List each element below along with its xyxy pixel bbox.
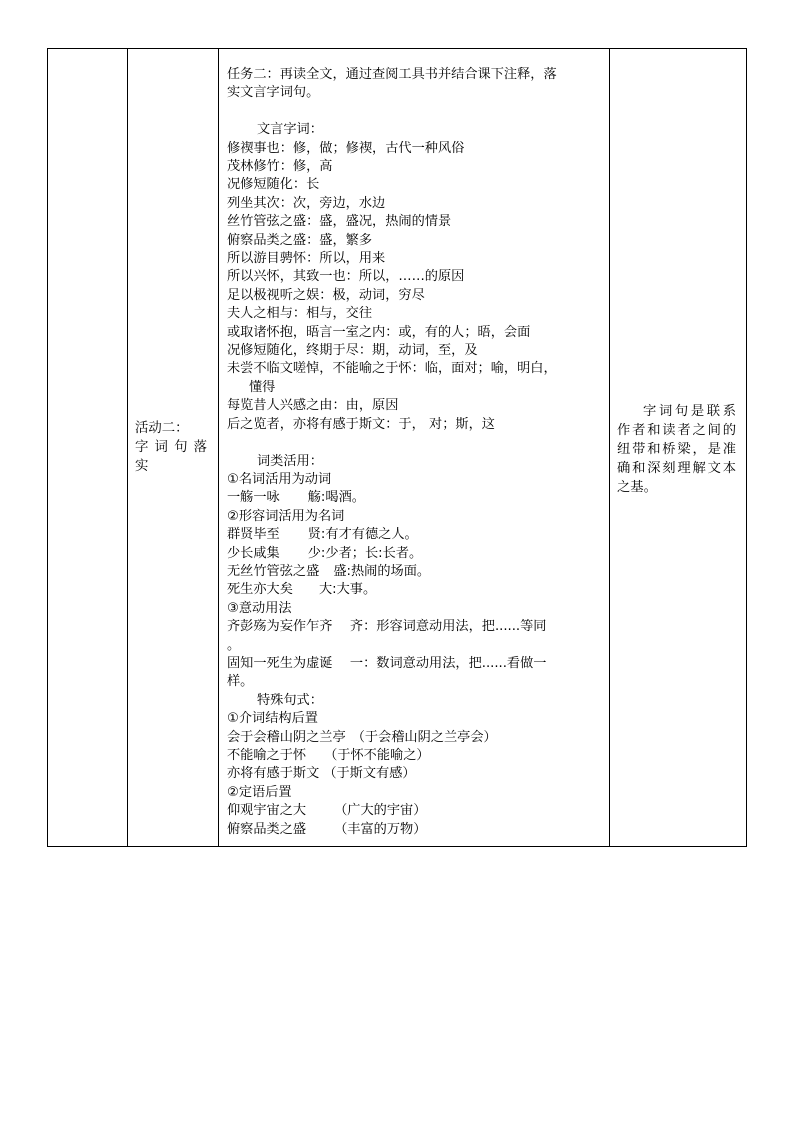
syntax-example: 俯察品类之盛 （丰富的万物） <box>227 821 427 837</box>
wordclass-heading: 词类活用： <box>257 453 323 469</box>
wordclass-example-continuation: 样。 <box>227 674 254 690</box>
wordclass-subheading: ②形容词活用为名词 <box>227 508 345 524</box>
vocab-item: 丝竹管弦之盛：盛，盛况，热闹的情景 <box>227 214 452 230</box>
vocab-item: 俯察品类之盛：盛，繁多 <box>227 232 373 248</box>
activity-body: 字词句落实 <box>135 440 210 474</box>
wordclass-subheading: ①名词活用为动词 <box>227 471 332 487</box>
vocab-item: 足以极视听之娱：极，动词，穷尽 <box>227 287 425 303</box>
vocab-item: 或取诸怀抱，晤言一室之内：或，有的人；晤，会面 <box>227 324 531 340</box>
vocab-item: 后之览者，亦将有感于斯文：于， 对；斯，这 <box>227 416 495 432</box>
wordclass-example: 群贤毕至 贤:有才有德之人。 <box>227 527 418 543</box>
vocab-item: 每览昔人兴感之由：由，原因 <box>227 398 399 414</box>
vocab-item: 茂林修竹：修，高 <box>227 159 333 175</box>
design-intent-note: 字词句是联系作者和读者之间的纽带和桥梁，是准确和深刻理解文本之基。 <box>617 404 736 495</box>
activity-cell <box>128 49 219 847</box>
table-row <box>48 49 747 847</box>
vocab-item: 况修短随化，终期于尽：期，动词，至，及 <box>227 343 478 359</box>
task-line-1: 任务二：再读全文，通过查阅工具书并结合课下注释，落 <box>227 67 557 82</box>
vocab-heading: 文言字词： <box>257 122 323 138</box>
syntax-example: 不能喻之于怀 （于怀不能喻之） <box>227 748 430 763</box>
vocab-item: 所以游目骋怀：所以，用来 <box>227 251 386 267</box>
syntax-example: 会于会稽山阴之兰亭 （于会稽山阴之兰亭会） <box>227 729 497 745</box>
vocab-item: 况修短随化：长 <box>227 177 320 193</box>
syntax-example: 亦将有感于斯文 （于斯文有感） <box>227 766 416 782</box>
syntax-heading: 特殊句式： <box>257 692 323 708</box>
vocab-item: 修禊事也：修，做；修禊，古代一种风俗 <box>227 140 465 156</box>
blank-cell <box>48 49 128 847</box>
syntax-example: 仰观宇宙之大 （广大的宇宙） <box>227 803 427 819</box>
wordclass-example: 死生亦大矣 大:大事。 <box>227 582 377 598</box>
wordclass-example: 固知一死生为虚诞 一：数词意动用法，把......看做一 <box>227 655 547 671</box>
vocab-item: 未尝不临文嗟悼，不能喻之于怀：临，面对；喻，明白， <box>227 361 557 377</box>
vocab-item: 列坐其次：次，旁边，水边 <box>227 195 386 211</box>
syntax-subheading: ①介词结构后置 <box>227 711 318 727</box>
wordclass-example: 齐彭殇为妄作乍齐 齐：形容词意动用法，把......等同 <box>227 619 547 635</box>
task-line-2: 实文言字词句。 <box>227 85 320 101</box>
activity-title: 活动二： <box>135 421 189 436</box>
syntax-subheading: ②定语后置 <box>227 784 292 800</box>
wordclass-subheading: ③意动用法 <box>227 600 292 616</box>
vocab-item: 所以兴怀，其致一也：所以，……的原因 <box>227 269 465 285</box>
wordclass-example: 无丝竹管弦之盛 盛:热闹的场面。 <box>227 563 431 579</box>
vocab-item: 夫人之相与：相与，交往 <box>227 306 373 322</box>
note-cell <box>610 49 747 847</box>
content-cell <box>219 49 610 847</box>
wordclass-example-continuation: 。 <box>227 637 241 653</box>
wordclass-example: 一觞一咏 觞:喝酒。 <box>227 490 365 506</box>
vocab-item-continuation: 懂得 <box>249 379 276 395</box>
lesson-table <box>47 48 747 847</box>
wordclass-example: 少长咸集 少:少者；长:长者。 <box>227 545 423 561</box>
